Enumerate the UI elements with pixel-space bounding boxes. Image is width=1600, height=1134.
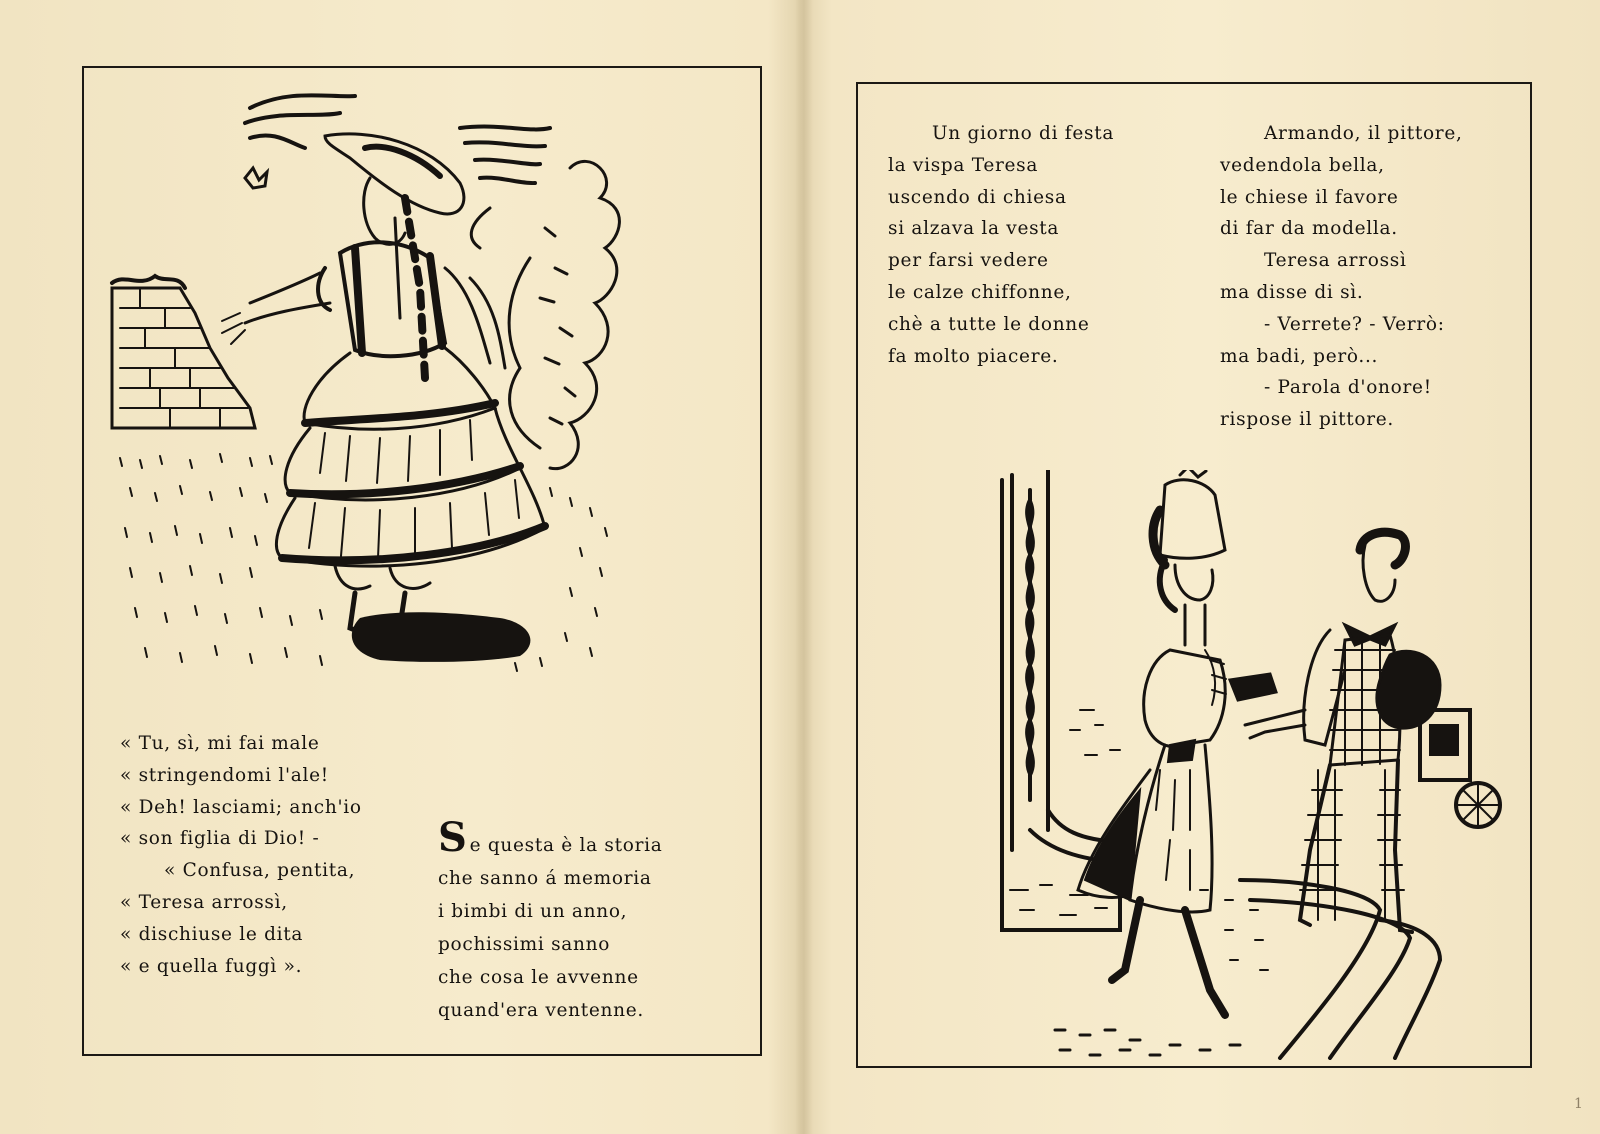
teresa-quote-verse <box>120 728 362 982</box>
verse-line: vedendola bella, <box>1220 154 1385 176</box>
verse-line: - Verrete? - Verrò: <box>1264 313 1445 335</box>
verse-line: « Confusa, pentita, <box>164 860 356 882</box>
verse-line: chè a tutte le donne <box>888 313 1090 335</box>
verse-line: che cosa le avvenne <box>438 967 639 988</box>
festa-verse <box>888 118 1114 372</box>
verse-line-rest: e questa è la storia <box>469 835 663 856</box>
corner-mark: 1 <box>1574 1096 1583 1112</box>
verse-line: « son figlia di Dio! - <box>120 828 320 850</box>
teresa-butterfly-illustration <box>100 88 640 688</box>
verse-line: rispose il pittore. <box>1220 409 1395 431</box>
verse-line: i bimbi di un anno, <box>438 901 628 922</box>
verse-line: di far da modella. <box>1220 218 1398 240</box>
verse-line: Un giorno di festa <box>932 123 1115 144</box>
verse-line: quand'era ventenne. <box>438 1000 644 1021</box>
verse-line: « Deh! lasciami; anch'io <box>120 796 362 818</box>
verse-line: ma badi, però... <box>1220 345 1379 367</box>
teresa-drawing <box>100 88 640 688</box>
verse-line: le calze chiffonne, <box>888 281 1072 303</box>
armando-verse <box>1220 118 1463 436</box>
drop-cap: S <box>438 814 468 861</box>
painter-and-teresa-illustration <box>1000 470 1520 1060</box>
verse-line: uscendo di chiesa <box>888 186 1067 208</box>
verse-line: la vispa Teresa <box>888 154 1039 176</box>
verse-line: Teresa arrossì <box>1264 250 1407 272</box>
verse-line: « dischiuse le dita <box>120 923 304 945</box>
verse-line: « Tu, sì, mi fai male <box>120 733 320 754</box>
verse-line: fa molto piacere. <box>888 345 1059 367</box>
verse-line: « Teresa arrossì, <box>120 891 288 913</box>
verse-line-first <box>438 814 663 862</box>
verse-line: - Parola d'onore! <box>1264 377 1432 399</box>
verse-line: ma disse di sì. <box>1220 281 1364 303</box>
verse-line: le chiese il favore <box>1220 186 1399 208</box>
story-verse <box>438 814 663 1027</box>
verse-line: che sanno á memoria <box>438 868 652 889</box>
book-spine <box>795 0 813 1134</box>
verse-line: si alzava la vesta <box>888 218 1060 240</box>
verse-line: pochissimi sanno <box>438 934 611 955</box>
verse-line: Armando, il pittore, <box>1264 123 1463 144</box>
verse-line: « stringendomi l'ale! <box>120 764 329 786</box>
verse-line: « e quella fuggì ». <box>120 955 303 977</box>
street-drawing <box>1000 470 1520 1060</box>
verse-line: per farsi vedere <box>888 250 1049 272</box>
